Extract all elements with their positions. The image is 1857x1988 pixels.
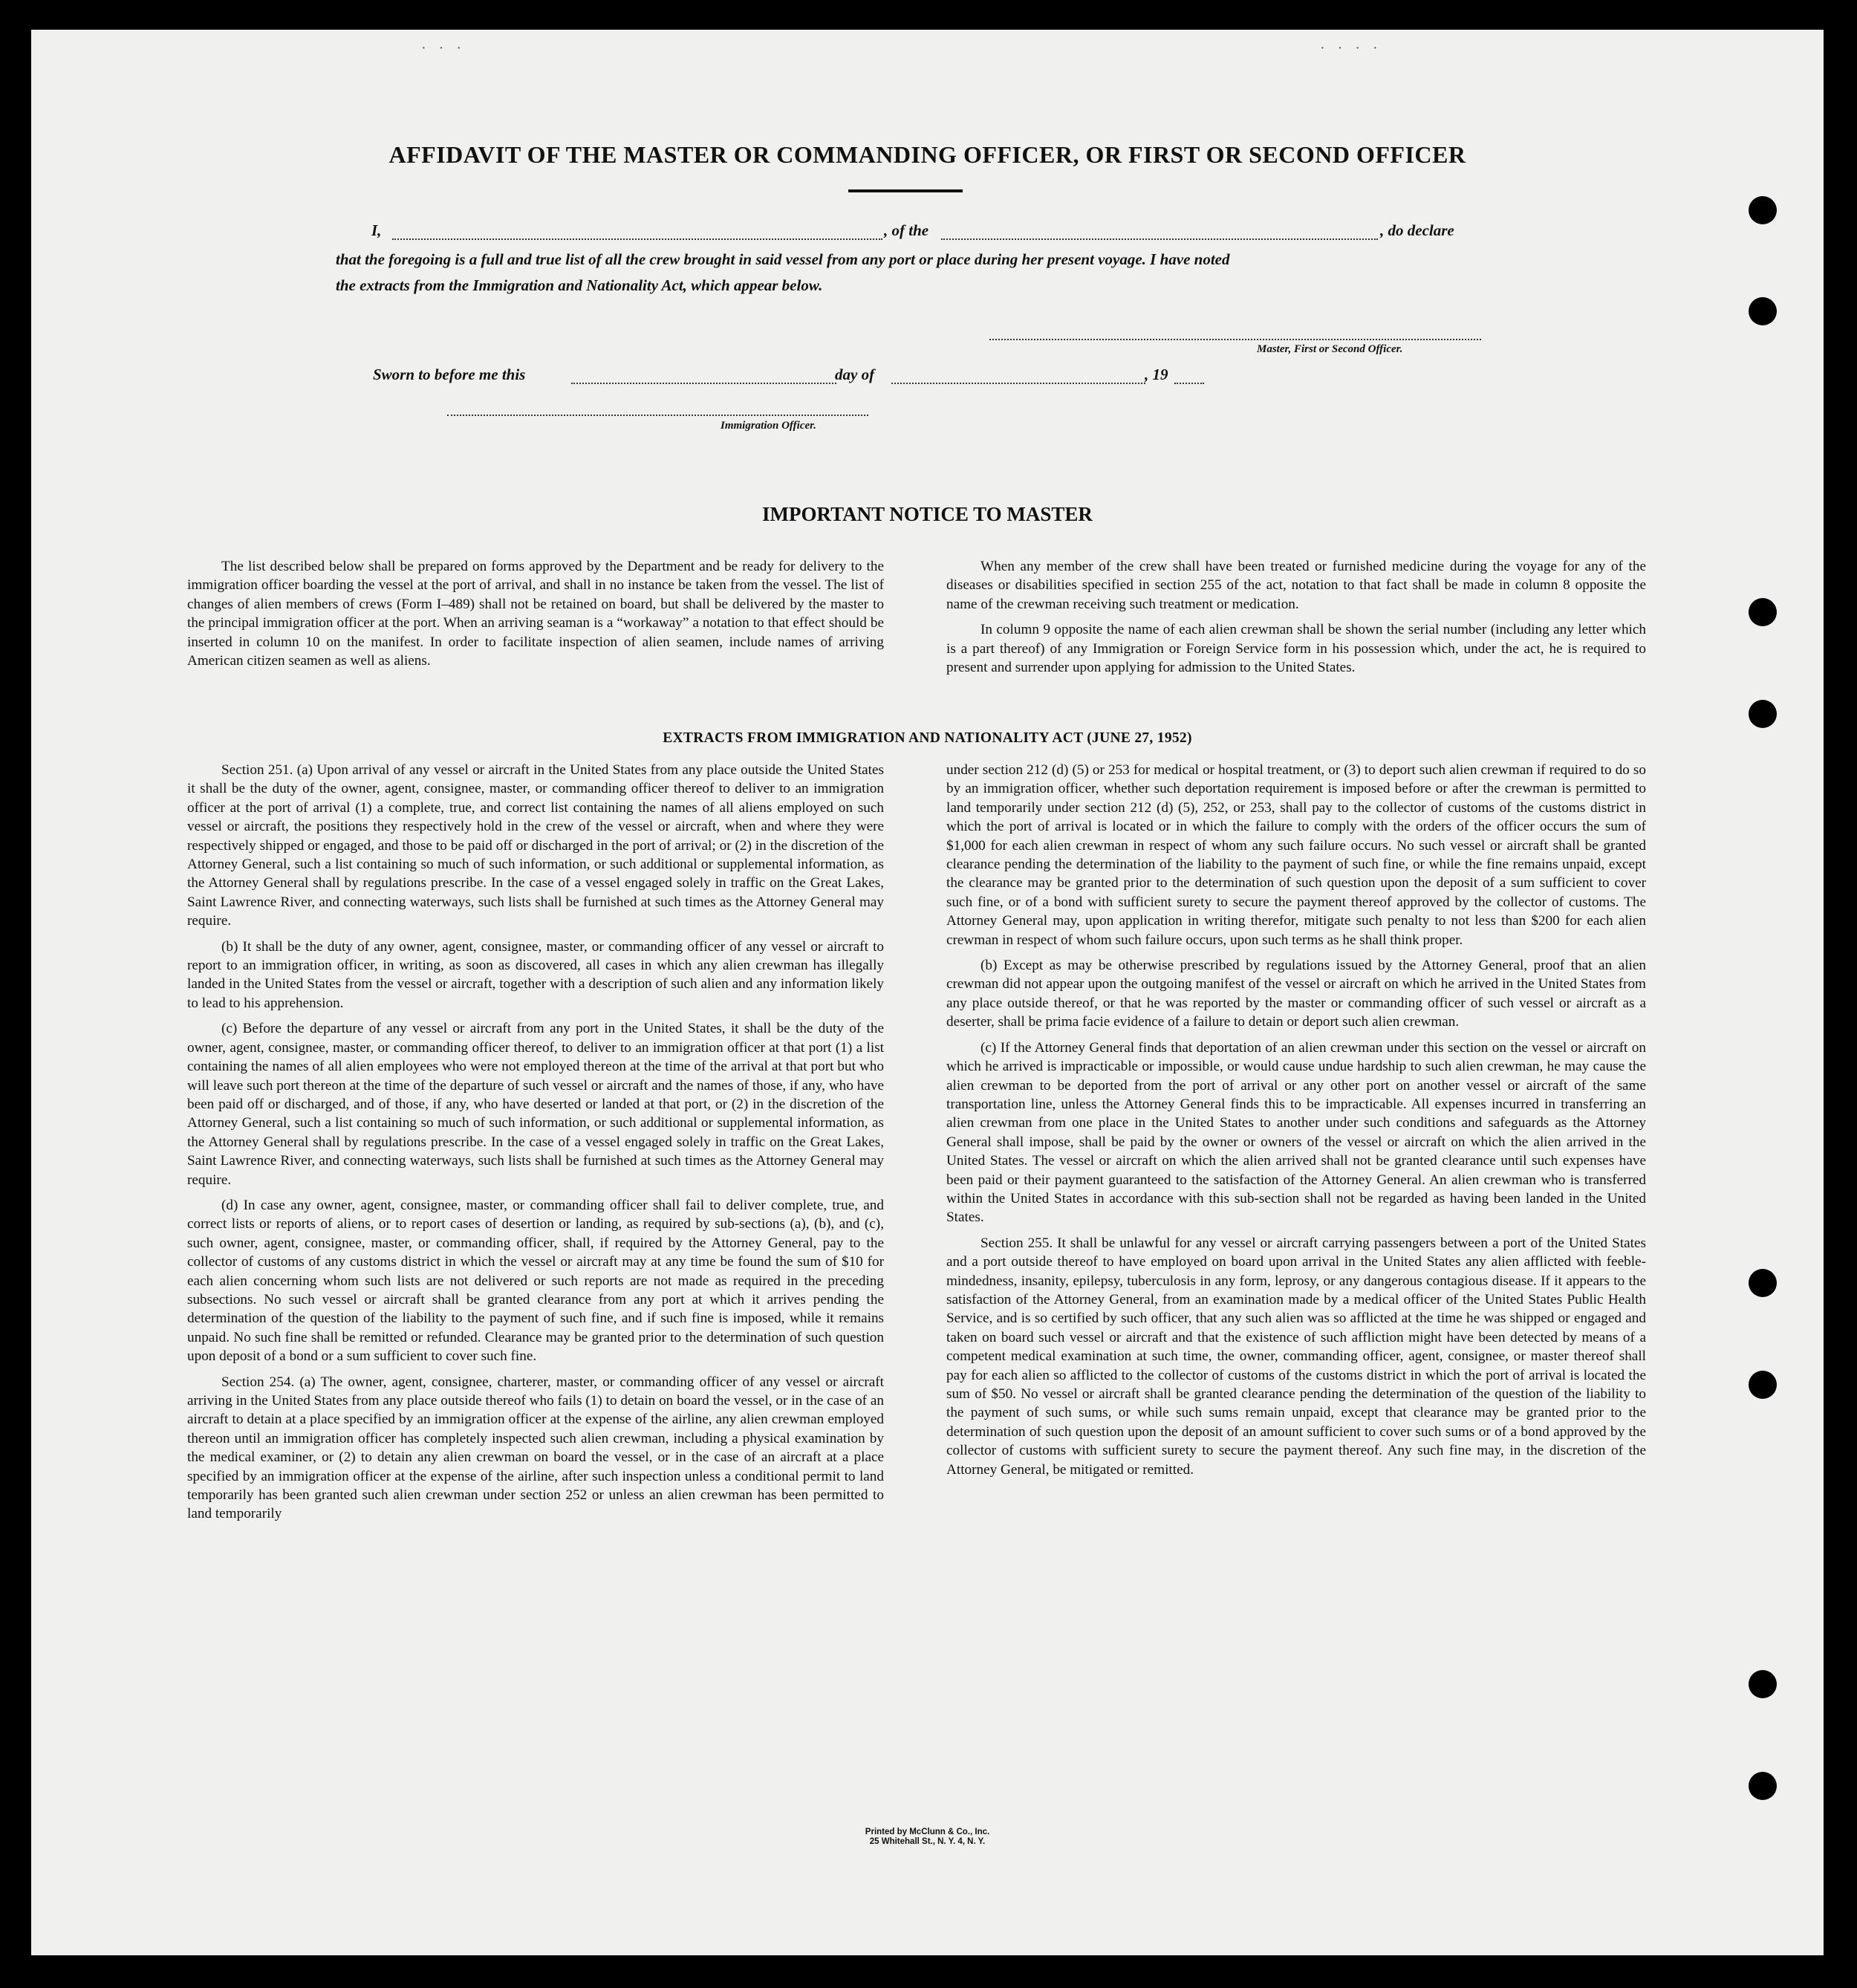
punch-hole [1749, 1670, 1777, 1698]
notice-right-paragraph-1: When any member of the crew shall have been treated or furnished medicine during the voyage for any of the diseases or disabilities specified in section 255 of the act, notation to that fact shall be made in column 8 opposite the name of the crewman receiving such treatment or medication. [946, 559, 1646, 612]
affidavit-line-3: the extracts from the Immigration and Nationality Act, which appear below. [336, 276, 823, 294]
title-divider [848, 189, 963, 192]
notice-left-paragraph: The list described below shall be prepared on forms approved by the Department and be ready for delivery to the immigration officer boarding the vessel at the port of arrival, and shall in no instance be taken from the vessel. The list of changes of alien members of crews (Form I–489) shall not be retained on board, but shall be delivered by the master to the principal immigration officer at the port. When an arriving seaman is a “workaway” a notation to that effect should be inserted in column 10 on the manifest. In order to facilitate inspection of alien seamen, include names of arriving American citizen seamen as well as aliens. [187, 559, 884, 669]
notice-title: IMPORTANT NOTICE TO MASTER [762, 503, 1093, 525]
notice-right-paragraph-2: In column 9 opposite the name of each alien crewman shall be shown the serial number (including any letter which is a part thereof) of any Immigration or Foreign Service form in his possession which, under the act, he is required to present and surrender upon applying for admission to the United States. [946, 622, 1646, 676]
name-blank-line [392, 238, 882, 240]
extract-paragraph: (b) It shall be the duty of any owner, agent, consignee, master, or commanding officer of any vessel or aircraft to report to an immigration officer, in writing, as soon as discovered, all cases in which any alien crewman has illegally landed in the United States from the vessel or aircraft, together with a description of such alien and any information likely to lead to his apprehension. [187, 938, 884, 1011]
day-of-label: day of [835, 366, 875, 383]
affidavit-i-label: I, [371, 221, 382, 239]
affidavit-title: AFFIDAVIT OF THE MASTER OR COMMANDING OFFICER, OR FIRST OR SECOND OFFICER [388, 141, 1466, 168]
punch-hole [1749, 700, 1777, 728]
scan-mark: · · · · [1320, 40, 1382, 56]
punch-hole [1749, 1772, 1777, 1800]
punch-hole [1749, 1269, 1777, 1297]
master-signature-line [989, 339, 1481, 340]
affidavit-declare-label: , do declare [1380, 221, 1454, 239]
officer-signature-line [447, 415, 868, 416]
printer-line-1: Printed by McClunn & Co., Inc. [865, 1828, 990, 1836]
extracts-right-column [946, 761, 1646, 1486]
extracts-left-column [187, 761, 884, 1530]
printer-imprint [31, 1828, 1824, 1847]
year-label: , 19 [1145, 366, 1168, 383]
extract-paragraph: Section 254. (a) The owner, agent, consignee, charterer, master, or commanding officer of any vessel or aircraft arriving in the United States from any place outside thereof who fails (1) to detain on board the vessel, or in the case of an aircraft to detain at a place specified by an immigration officer at the expense of the airline, any alien crewman employed thereon until an immigration officer has completely inspected such alien crewman, including a physical examination by the medical examiner, or (2) to detain any alien crewman on board the vessel, or in the case of an aircraft at a place specified by an immigration officer at the expense of the airline, after such inspection unless a conditional permit to land temporarily has been granted such alien crewman under section 252 or unless an alien crewman has been permitted to land temporarily [187, 1374, 884, 1522]
sworn-day-blank [571, 383, 836, 384]
notice-right-column [946, 557, 1646, 683]
punch-hole [1749, 297, 1777, 325]
document-page [31, 30, 1824, 1955]
punch-hole [1749, 598, 1777, 626]
affidavit-line-2: that the foregoing is a full and true list of all the crew brought in said vessel from any port or place during her present voyage. I have noted [336, 250, 1230, 268]
punch-hole [1749, 1371, 1777, 1399]
extract-paragraph: Section 251. (a) Upon arrival of any vessel or aircraft in the United States from any place outside the United States it shall be the duty of the owner, agent, consignee, master, or commanding officer thereof to deliver to an immigration officer at the port of arrival (1) a complete, true, and correct list containing the names of all aliens employed on such vessel or aircraft, the positions they respectively hold in the crew of the vessel or aircraft, when and where they were respectively shipped or engaged, and those to be paid off or discharged in the port of arrival; or (2) in the discretion of the Attorney General, such a list containing so much of such information, or such additional or supplemental information, as the Attorney General shall by regulations prescribe. In the case of a vessel engaged solely in traffic on the Great Lakes, Saint Lawrence River, and connecting waterways, such lists shall be furnished at such times as the Attorney General may require. [187, 762, 884, 929]
punch-hole [1749, 196, 1777, 224]
extract-paragraph: (d) In case any owner, agent, consignee, master, or commanding officer shall fail to deliver complete, true, and correct lists or reports of aliens, or to report cases of desertion or landing, as required by sub-sections (a), (b), and (c), such owner, agent, consignee, master, or commanding officer, shall, if required by the Attorney General, pay to the collector of customs of any customs district in which the vessel or aircraft may at any time be found the sum of $10 for each alien concerning whom such lists are not delivered or such reports are not made as required in the preceding subsections. No such vessel or aircraft shall be granted clearance from any port at which it arrives pending the determination of the question of the liability to the payment of such fine, and if such fine is imposed, while it remains unpaid. No such fine shall be remitted or refunded. Clearance may be granted prior to the determination of such question upon deposit of a bond or a sum sufficient to cover such fine. [187, 1197, 884, 1365]
master-signature-caption: Master, First or Second Officer. [1257, 343, 1403, 355]
affidavit-of-the-label: , of the [884, 221, 929, 239]
printer-line-2: 25 Whitehall St., N. Y. 4, N. Y. [869, 1837, 986, 1846]
extract-paragraph: under section 212 (d) (5) or 253 for medical or hospital treatment, or (3) to deport such alien crewman if required to do so by an immigration officer, whether such deportation requirement is imposed before or after the crewman is permitted to land temporarily under section 212 (d) (5), 252, or 253, shall pay to the collector of customs of the customs district in which the port of arrival is located or in which the failure to comply with the orders of the officer occurs the sum of $1,000 for each alien crewman in respect of whom any such failure occurs. No such vessel or aircraft shall be granted clearance pending the determination of the liability to the payment of such fine, or while the fine remains unpaid, except the clearance may be granted prior to the determination of such question upon the deposit of a sum sufficient to cover such fine, or of a bond with sufficient surety to secure the payment thereof approved by the collector of customs. The Attorney General may, upon application in writing therefor, mitigate such penalty to not less than $200 for each alien crewman in respect of whom such failure occurs, upon such terms as he shall think proper. [946, 762, 1646, 948]
officer-signature-caption: Immigration Officer. [721, 420, 816, 432]
scan-mark: · · · [421, 40, 466, 56]
extract-paragraph: (c) Before the departure of any vessel or aircraft from any port in the United States, it shall be the duty of the owner, agent, consignee, master, or commanding officer thereof, to deliver to an immigration officer at that port (1) a list containing the names of all alien employees who were not employed thereon at the time of the arrival at that port but who will leave such port thereon at the time of the departure of such vessel or aircraft and the names of those, if any, who have been paid off or discharged, and of those, if any, who have deserted or landed at that port, or (2) in the discretion of the Attorney General, such a list containing so much of such information, or such additional or supplemental information, as the Attorney General shall by regulations prescribe. In the case of a vessel engaged solely in traffic on the Great Lakes, Saint Lawrence River, and connecting waterways, such lists shall be furnished at such times as the Attorney General may require. [187, 1021, 884, 1188]
sworn-year-blank [1174, 383, 1204, 384]
extract-paragraph: Section 255. It shall be unlawful for any vessel or aircraft carrying passengers between a port of the United States and a port outside thereof to have employed on board upon arrival in the United States any alien afflicted with feeble-mindedness, insanity, epilepsy, tuberculosis in any form, leprosy, or any dangerous contagious disease. If it appears to the satisfaction of the Attorney General, from an examination made by a medical officer of the United States Public Health Service, and is so certified by such officer, that any such alien was so afflicted at the time he was shipped or engaged and taken on board such vessel or aircraft and that the existence of such affliction might have been detected by means of a competent medical examination at such time, the owner, commanding officer, agent, consignee, or master thereof shall pay for each alien so afflicted to the collector of customs of the customs district in which the port of arrival is located the sum of $50. No vessel or aircraft shall be granted clearance pending the determination of the question of the liability to the payment of such sums, or while such sums remain unpaid, except that clearance may be granted prior to the determination of such question upon the deposit of an amount sufficient to cover such sums or of a bond approved by the collector of customs with sufficient surety to secure the payment thereof. Any such fine may, in the discretion of the Attorney General, be mitigated or remitted. [946, 1235, 1646, 1478]
sworn-label: Sworn to before me this [373, 366, 526, 383]
extracts-title: EXTRACTS FROM IMMIGRATION AND NATIONALITY ACT (JUNE 27, 1952) [663, 730, 1192, 746]
extract-paragraph: (c) If the Attorney General finds that deportation of an alien crewman under this section on the vessel or aircraft on which he arrived is impracticable or impossible, or would cause undue hardship to such alien crewman, he may cause the alien crewman to be deported from the port of arrival or any other port on another vessel or aircraft of the same transportation line, unless the Attorney General finds this to be impracticable. All expenses incurred in transferring an alien crewman from one place in the United States to another under such conditions and safeguards as the Attorney General shall impose, shall be paid by the owner or owners of the vessel or aircraft on which the alien arrived in the United States. The vessel or aircraft on which the alien arrived shall not be granted clearance until such expenses have been paid or their payment guaranteed to the satisfaction of the Attorney General. An alien crewman who is transferred within the United States in accordance with this sub-section shall not be regarded as having been landed in the United States. [946, 1039, 1646, 1226]
vessel-blank-line [941, 238, 1378, 240]
extract-paragraph: (b) Except as may be otherwise prescribed by regulations issued by the Attorney General, proof that an alien crewman did not appear upon the outgoing manifest of the vessel or aircraft on which he arrived in the United States from any place outside thereof, or that he was reported by the master or commanding officer of such vessel or aircraft as a deserter, shall be prima facie evidence of a failure to detain or deport such alien crewman. [946, 958, 1646, 1030]
sworn-month-blank [891, 383, 1145, 384]
notice-left-column [187, 557, 884, 677]
